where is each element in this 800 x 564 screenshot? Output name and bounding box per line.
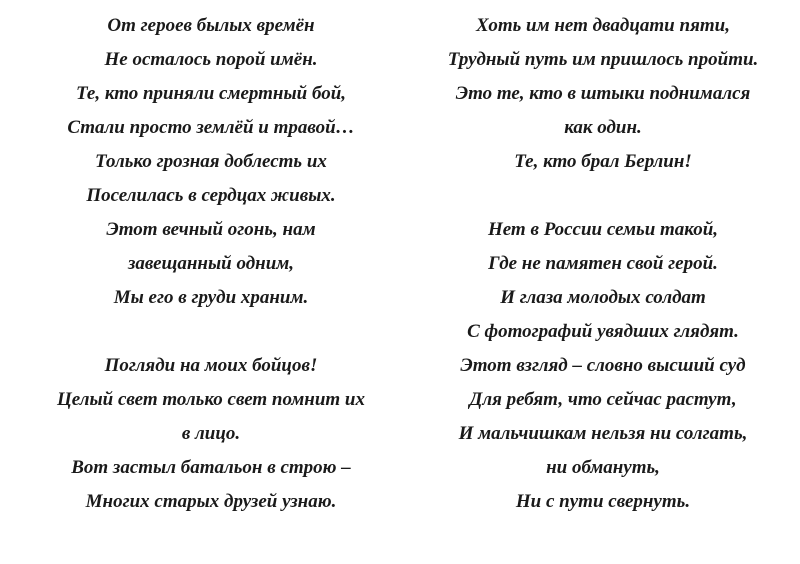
stanza-left-2 [8, 349, 414, 519]
poem-line: Стали просто землёй и травой… [67, 117, 355, 138]
poem-line: Целый свет только свет помнит их [56, 389, 365, 410]
poem-line: Мы его в груди храним. [113, 287, 309, 308]
poem-line: в лицо. [181, 423, 241, 444]
poem-line: Хоть им нет двадцати пяти, [476, 15, 730, 36]
poem-line: Только грозная доблесть их [95, 151, 327, 172]
poem-line: как один. [564, 117, 642, 138]
poem-line: Трудный путь им пришлось пройти. [447, 49, 759, 70]
poem-line: И мальчишкам нельзя ни солгать, [458, 423, 748, 444]
poem-line: И глаза молодых солдат [500, 287, 706, 308]
stanza-gap [404, 179, 800, 213]
poem-line: Вот застыл батальон в строю – [71, 457, 351, 478]
poem-line: ни обмануть, [546, 457, 660, 478]
stanza-right-2 [404, 213, 800, 519]
poem-line: Где не памятен свой герой. [488, 253, 718, 274]
poem-line: Этот вечный огонь, нам [106, 219, 316, 240]
poem-line: Не осталось порой имён. [104, 49, 318, 70]
poem-line: От героев былых времён [107, 15, 315, 36]
stanza-gap [8, 315, 414, 349]
poem-line: Ни с пути свернуть. [515, 491, 691, 512]
poem-line: Нет в России семьи такой, [487, 219, 719, 240]
poem-left-column [8, 9, 414, 519]
poem-line: Этот взгляд – словно высший суд [460, 355, 746, 376]
stanza-right-1 [404, 9, 800, 179]
poem-line: Погляди на моих бойцов! [104, 355, 318, 376]
poem-line: Для ребят, что сейчас растут, [469, 389, 737, 410]
poem-line: Это те, кто в штыки поднимался [455, 83, 751, 104]
poem-line: С фотографий увядших глядят. [467, 321, 739, 342]
poem-line: Многих старых друзей узнаю. [85, 491, 337, 512]
poem-right-column [404, 9, 800, 519]
stanza-left-1 [8, 9, 414, 315]
poem-line: Те, кто приняли смертный бой, [75, 83, 347, 104]
poem-line: завещанный одним, [127, 253, 295, 274]
poem-line: Те, кто брал Берлин! [514, 151, 692, 172]
poem-line: Поселилась в сердцах живых. [86, 185, 336, 206]
